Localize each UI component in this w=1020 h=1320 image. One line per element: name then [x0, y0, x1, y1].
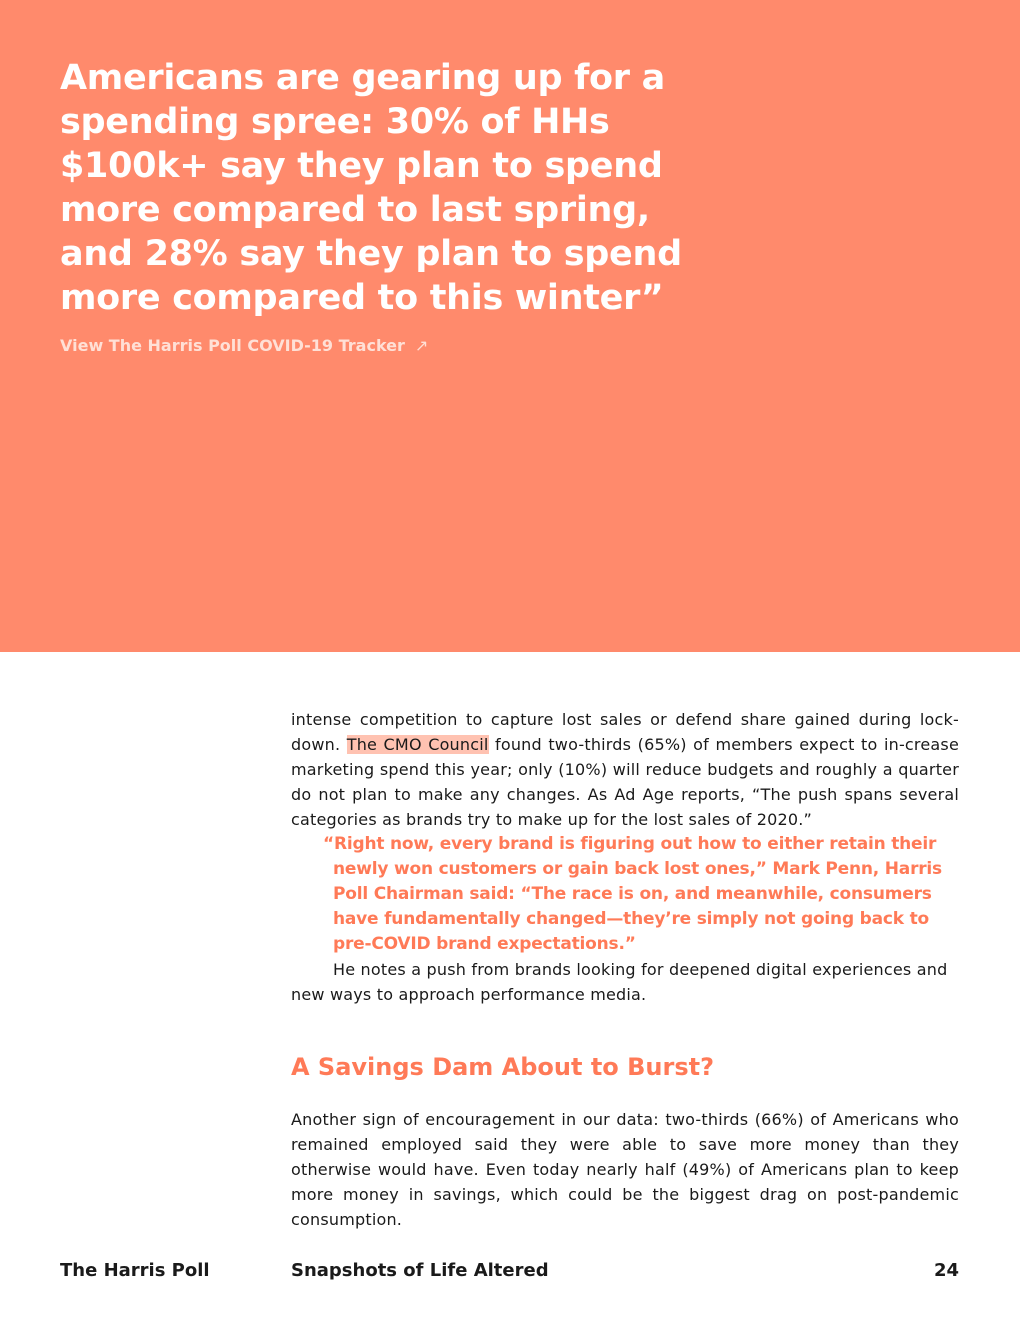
cmo-council-highlight: The CMO Council: [346, 735, 489, 754]
pull-quote: “Right now, every brand is figuring out how to either retain their newly won customers or gain back lost ones,” Mark Penn, Harris Poll Chairman said: “The race is on, and meanwhile, consumers have fundamentally changed—they’re simply not going back to pre-COVID brand expectations.”: [323, 834, 942, 954]
section-heading: A Savings Dam About to Burst?: [291, 1053, 715, 1081]
footer-publication-title: Snapshots of Life Altered: [291, 1260, 549, 1281]
body-paragraph-2: He notes a push from brands looking for deepened digital experiences and new ways to approach performance media.: [291, 960, 948, 1004]
harris-poll-tracker-link[interactable]: [60, 335, 428, 357]
hero-banner: [0, 0, 1020, 652]
para1-text-end: found two-thirds (65%) of members expect to in-crease marketing spend this year; only (10%) will reduce budgets and roughly a quarter do not plan to make any changes. As Ad Age reports, “The push spans several categories as brands try to make up for the lost sales of 2020.”: [291, 735, 959, 829]
page-number: 24: [933, 1260, 959, 1281]
body-paragraph-3: Another sign of encouragement in our data: two-thirds (66%) of Americans who remained employed said they were able to save more money than they otherwise would have. Even today nearly half (49%) of Americans plan to keep more money in savings, which could be the biggest drag on post-pandemic consumption.: [291, 1110, 959, 1229]
tracker-link-label: View The Harris Poll COVID-19 Tracker: [60, 336, 405, 355]
hero-quote: Americans are gearing up for a spending spree: 30% of HHs $100k+ say they plan to spend more compared to last spring, and 28% say they plan to spend more compared to this winter”: [60, 58, 682, 318]
body-paragraph-1: [291, 707, 959, 832]
para1-text-start: intense competition to capture lost sales or defend share gained during lock-down.: [291, 710, 959, 754]
footer-brand: The Harris Poll: [60, 1260, 210, 1281]
arrow-up-right-icon: ↗: [414, 336, 429, 355]
